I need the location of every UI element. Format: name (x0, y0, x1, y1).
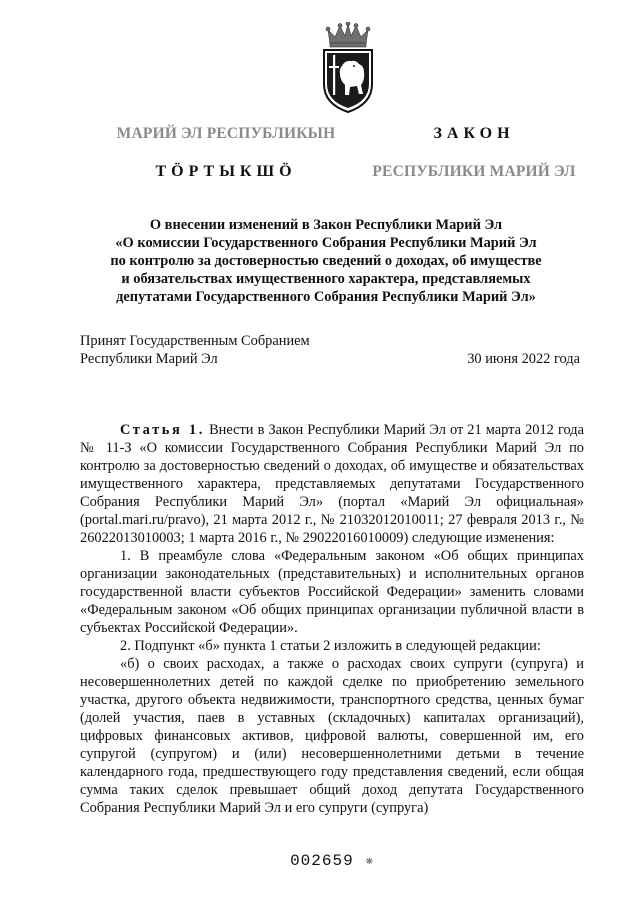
paragraph: 2. Подпункт «б» пункта 1 статьи 2 изложить в следующей редакции: (120, 638, 541, 654)
document-title (70, 216, 582, 306)
header-left-grey: МАРИЙ ЭЛ РЕСПУБЛИКЫН (116, 125, 336, 142)
header-right-bold: ЗАКОН (433, 125, 515, 142)
stamp-icon: ❋ (365, 854, 374, 869)
adoption-date: 30 июня 2022 года (467, 351, 580, 367)
coat-of-arms-icon (318, 22, 378, 114)
adopted-line-2: Республики Марий Эл (80, 351, 218, 367)
adopted-line-1: Принят Государственным Собранием (80, 333, 310, 349)
title-line: О внесении изменений в Закон Республики Марий Эл (149, 217, 503, 233)
title-line: и обязательствах имущественного характера, представляемых (121, 271, 531, 287)
registration-number: 002659 (290, 852, 354, 870)
header-right-grey: РЕСПУБЛИКИ МАРИЙ ЭЛ (372, 163, 576, 180)
title-line: «О комиссии Государственного Собрания Республики Марий Эл (115, 235, 537, 251)
document-body (80, 421, 584, 817)
title-line: депутатами Государственного Собрания Республики Марий Эл» (116, 289, 536, 305)
document-number (80, 852, 584, 870)
header-left (108, 125, 344, 181)
article-1 (80, 421, 584, 547)
header-left-bold: ТÖРТЫКШÖ (155, 163, 297, 180)
title-line: по контролю за достоверностью сведений о доходах, об имуществе (110, 253, 542, 269)
header-right (360, 125, 588, 181)
adoption-block (80, 332, 580, 368)
article-text: Внести в Закон Республики Марий Эл от 21 марта 2012 года № 11-З «О комиссии Государственного Собрания Республики Марий Эл по контролю за достоверностью сведений о доходах, об имуществе и обязательствах имущественного характера, представляемых депутатами Государственного Собрания Республики Марий Эл» (портал «Марий Эл официальная» (portal.mari.ru/pravo), 21 марта 2012 г., № 21032012010011; 27 февраля 2013 г., № 26022013010003; 1 марта 2016 г., № 29022016010009) следующие изменения: (80, 422, 584, 546)
paragraph: «б) о своих расходах, а также о расходах своих супруги (супруга) и несовершеннолетних детей по каждой сделке по приобретению земельного участка, другого объекта недвижимости, транспортного средства, ценных бумаг (долей участия, паев в уставных (складочных) капиталах организаций), цифровых финансовых активов, цифровой валюты, совершенной им, его супругой (супругом) и (или) несовершеннолетними детьми в течение календарного года, предшествующего году представления сведений, если общая сумма таких сделок превышает общий доход депутата Государственного Собрания Республики Марий Эл и его супруги (супруга) (80, 656, 584, 816)
article-label: Статья 1. (120, 422, 205, 438)
paragraph: 1. В преамбуле слова «Федеральным законом «Об общих принципах организации законодательных (представительных) и исполнительных органов государственной власти субъектов Российской Федерации» заменить словами «Федеральным законом «Об общих принципах организации публичной власти в субъектах Российской Федерации». (80, 548, 584, 636)
